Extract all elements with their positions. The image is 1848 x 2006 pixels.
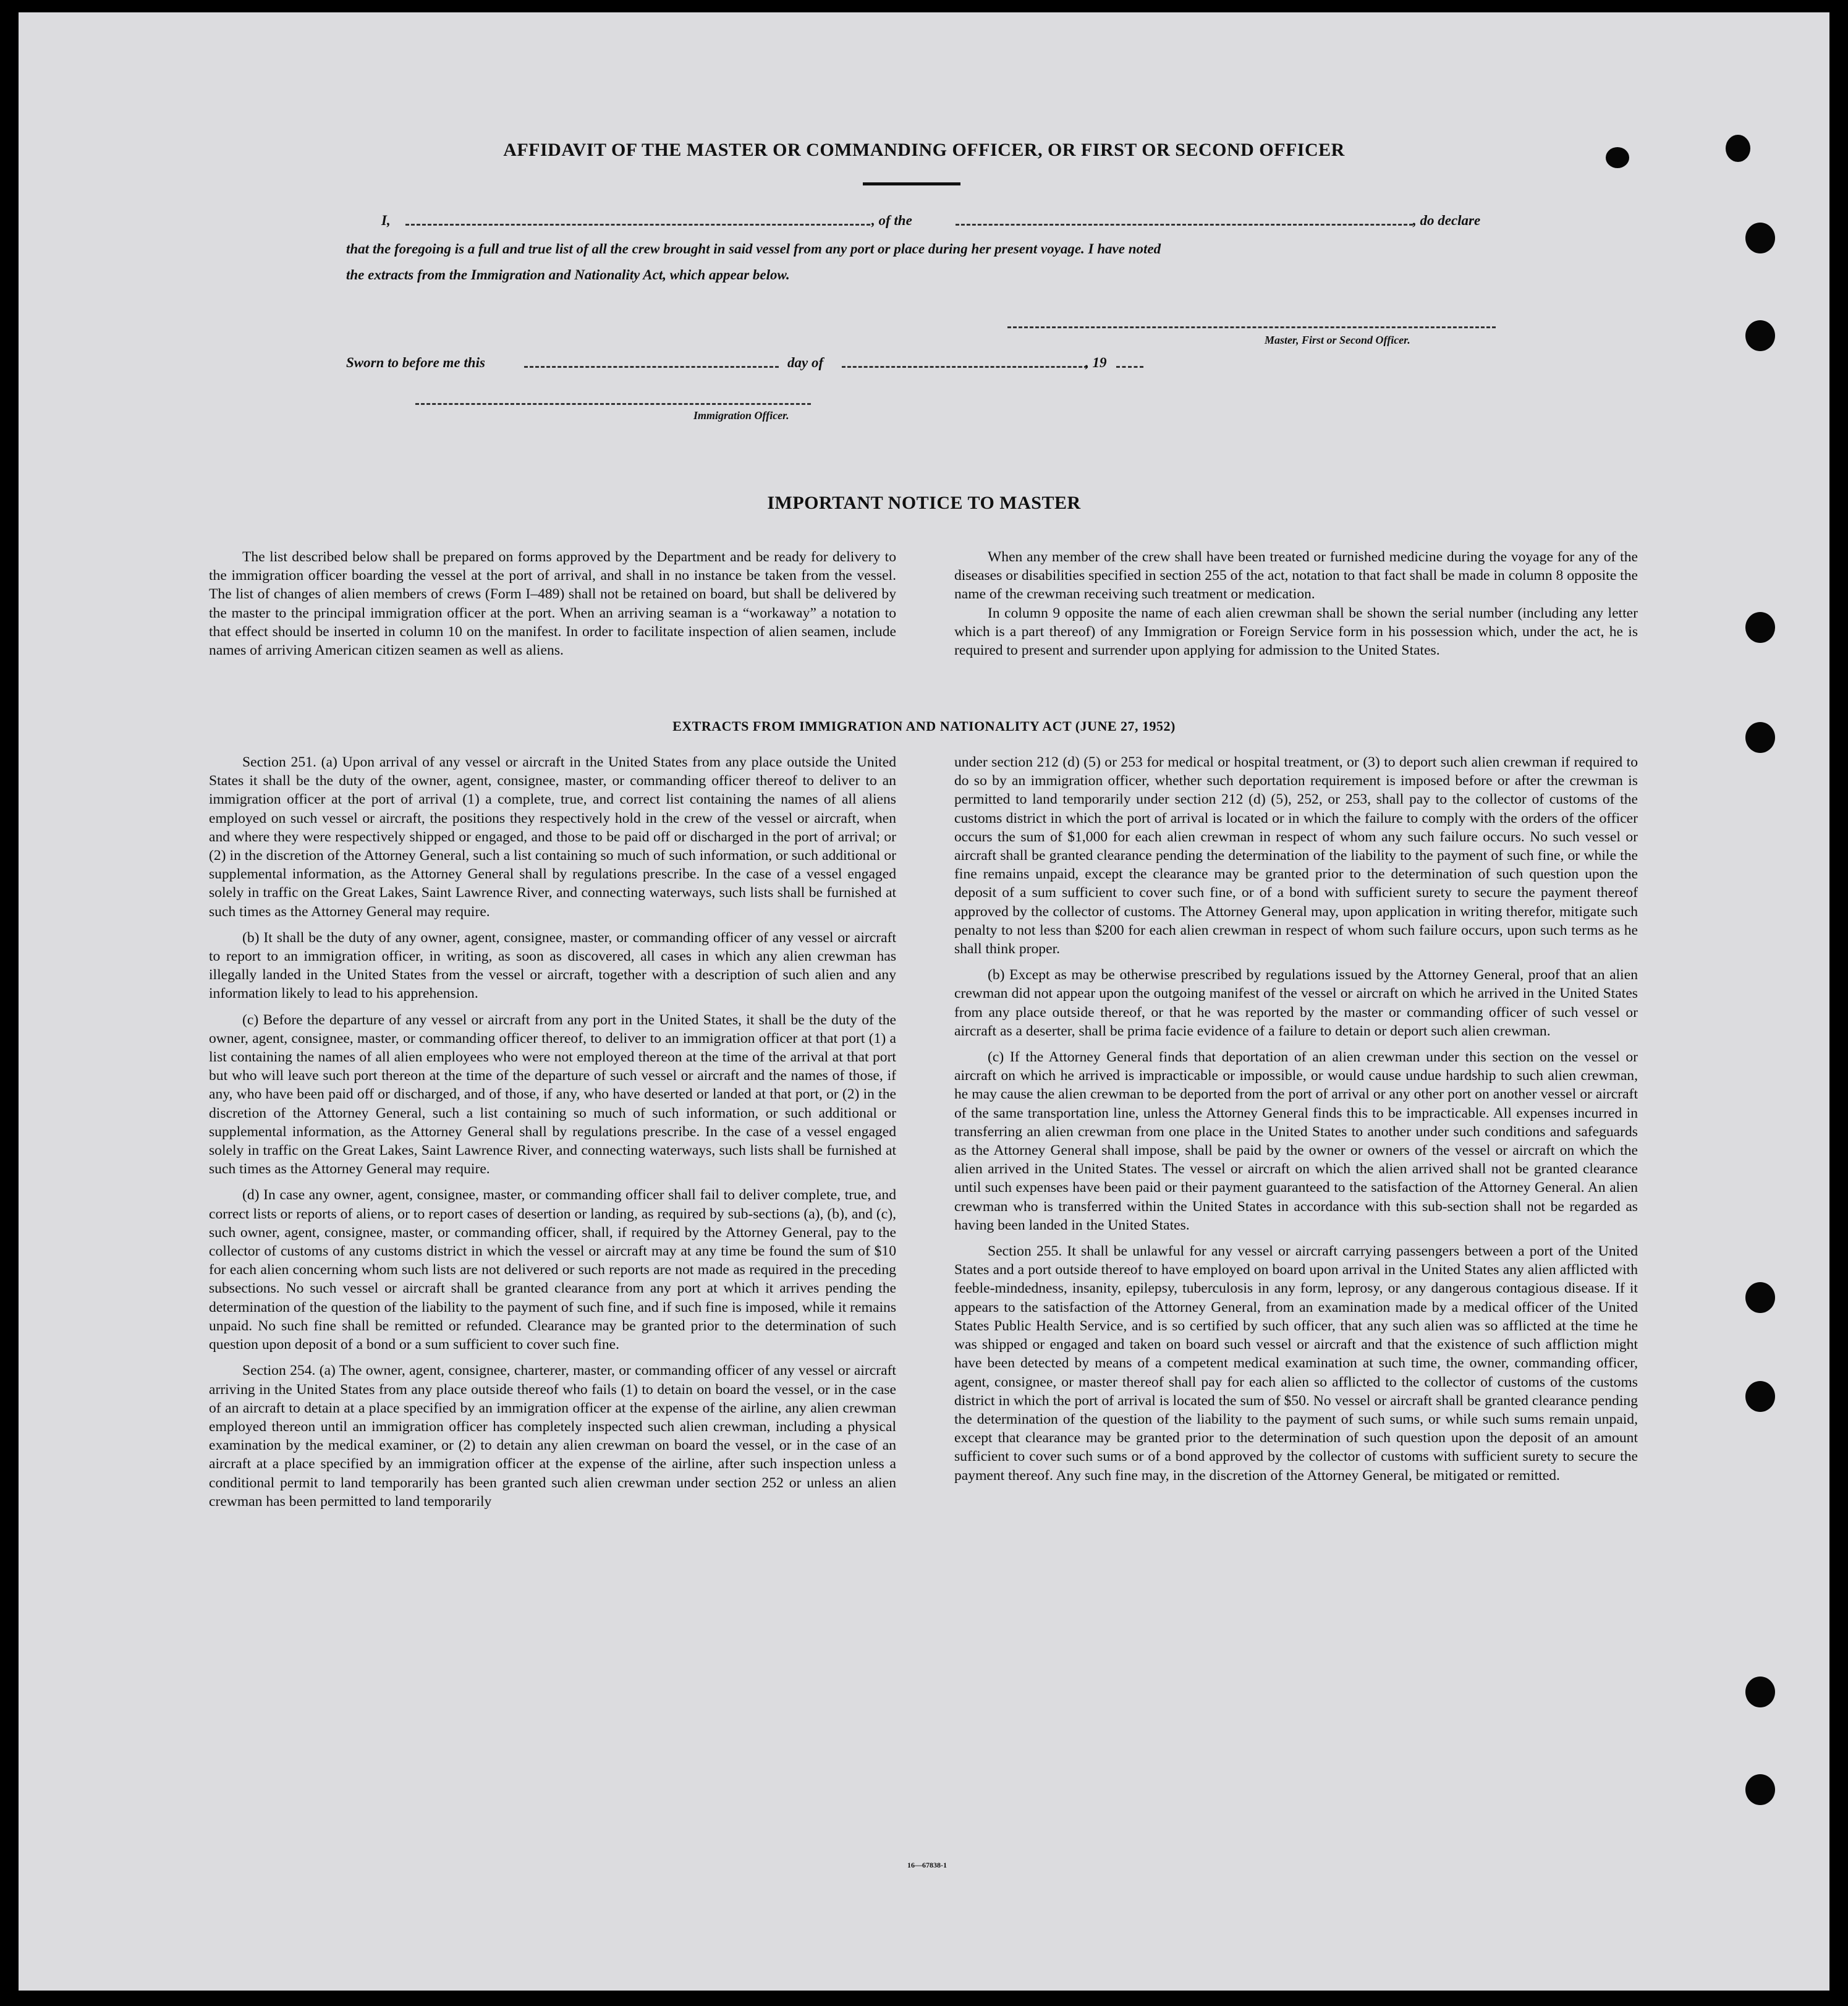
section-251-b: (b) It shall be the duty of any owner, agent, consignee, master, or commanding officer of any vessel or aircraft to report to an immigration officer, in writing, as soon as discovered, all cases in which any alien crewman has illegally landed in the United States from the vessel or aircraft, together with a description of such alien and any information likely to lead to his apprehension.	[209, 929, 896, 1002]
binder-hole	[1745, 722, 1775, 753]
master-signature-label: Master, First or Second Officer.	[1265, 334, 1410, 346]
affidavit-title: AFFIDAVIT OF THE MASTER OR COMMANDING OFFICER, OR FIRST OR SECOND OFFICER	[503, 140, 1345, 160]
do-declare-label: , do declare	[1413, 213, 1481, 228]
sworn-label: Sworn to before me this	[346, 355, 485, 370]
section-254-c: (c) If the Attorney General finds that deportation of an alien crewman under this section on the vessel or aircraft on which he arrived is impracticable or impossible, or would cause undue hardship to such alien crewman, he may cause the alien crewman to be deported from the port of arrival or any other port on another vessel or aircraft of the same transportation line, unless the Attorney General finds this to be impracticable. All expenses incurred in transferring an alien crewman from one place in the United States to another under such conditions and safeguards as the Attorney General shall impose, shall be paid by the owner or owners of the vessel or aircraft on which the alien arrived in the United States. The vessel or aircraft on which the alien arrived shall not be granted clearance until such expenses have been paid or their payment guaranteed to the satisfaction of the Attorney General. An alien crewman who is transferred within the United States in accordance with this sub-section shall not be regarded as having been landed in the United States.	[954, 1049, 1638, 1233]
day-of-label: day of	[787, 355, 824, 370]
title-divider	[863, 182, 960, 185]
extracts-left-column	[209, 753, 896, 1518]
binder-hole	[1745, 1774, 1775, 1805]
master-signature-field[interactable]	[1007, 326, 1496, 328]
sworn-day-field[interactable]	[524, 366, 779, 368]
declaration-line-2: the extracts from the Immigration and Nationality Act, which appear below.	[346, 267, 790, 283]
binder-hole	[1745, 1677, 1775, 1707]
section-251-c: (c) Before the departure of any vessel or aircraft from any port in the United States, it shall be the duty of the owner, agent, consignee, master, or commanding officer thereof, to deliver to an immigration officer at that port (1) a list containing the names of all alien employees who were not employed thereon at the time of the arrival at that port but who will leave such port thereon at the time of the departure of such vessel or aircraft and the names of those, if any, who have been paid off or discharged, and of those, if any, who have deserted or landed at that port, or (2) in the discretion of the Attorney General, such a list containing so much of such information, or such additional or supplemental information, as the Attorney General shall by regulations prescribe. In the case of a vessel engaged solely in traffic on the Great Lakes, Saint Lawrence River, and connecting waterways, such lists shall be furnished at such times as the Attorney General may require.	[209, 1011, 896, 1178]
officer-signature-field[interactable]	[415, 403, 811, 405]
year-prefix-label: , 19	[1085, 355, 1107, 370]
section-251-a: Section 251. (a) Upon arrival of any vessel or aircraft in the United States from any place outside the United States it shall be the duty of the owner, agent, consignee, master, or commanding officer thereof to deliver to an immigration officer at the port of arrival (1) a complete, true, and correct list containing the names of all aliens employed on such vessel or aircraft, the positions they respectively hold in the crew of the vessel or aircraft, when and where they were respectively shipped or engaged, and those to be paid off or discharged in the port of arrival; or (2) in the discretion of the Attorney General, such a list containing so much of such information, or such additional or supplemental information, as the Attorney General shall by regulations prescribe. In the case of a vessel engaged solely in traffic on the Great Lakes, Saint Lawrence River, and connecting waterways, such lists shall be furnished at such times as the Attorney General may require.	[209, 754, 896, 920]
form-code: 16—67838-1	[907, 1861, 947, 1869]
extracts-title: EXTRACTS FROM IMMIGRATION AND NATIONALITY ACT (JUNE 27, 1952)	[672, 718, 1176, 734]
binder-hole	[1745, 1282, 1775, 1313]
name-field[interactable]	[405, 224, 870, 226]
notice-left-column	[209, 548, 896, 667]
officer-signature-label: Immigration Officer.	[693, 409, 789, 422]
notice-right-paragraph-2: In column 9 opposite the name of each alien crewman shall be shown the serial number (including any letter which is a part thereof) of any Immigration or Foreign Service form in his possession which, under the act, he is required to present and surrender upon applying for admission to the United States.	[954, 605, 1638, 659]
vessel-field[interactable]	[956, 224, 1413, 226]
section-254-b: (b) Except as may be otherwise prescribed by regulations issued by the Attorney General, proof that an alien crewman did not appear upon the outgoing manifest of the vessel or aircraft on which he arrived in the United States from any place outside thereof, or that he was reported by the master or commanding officer of such vessel or aircraft as a deserter, shall be prima facie evidence of a failure to detain or deport such alien crewman.	[954, 967, 1638, 1039]
binder-hole	[1745, 320, 1775, 351]
notice-right-paragraph-1: When any member of the crew shall have been treated or furnished medicine during the voyage for any of the diseases or disabilities specified in section 255 of the act, notation to that fact shall be made in column 8 opposite the name of the crewman receiving such treatment or medication.	[954, 549, 1638, 603]
extracts-right-column	[954, 753, 1638, 1492]
section-255: Section 255. It shall be unlawful for any vessel or aircraft carrying passengers between a port of the United States and a port outside thereof to have employed on board upon arrival in the United States any alien afflicted with feeble-mindedness, insanity, epilepsy, tuberculosis in any form, leprosy, or any dangerous contagious disease. If it appears to the satisfaction of the Attorney General, from an examination made by a medical officer of the United States Public Health Service, and is so certified by such officer, that any such alien was so afflicted at the time he was shipped or engaged and taken on board such vessel or aircraft and that the existence of such affliction might have been detected by means of a competent medical examination at such time, the owner, commanding officer, agent, consignee, or master thereof shall pay for each alien so afflicted to the collector of customs of the customs district in which the port of arrival is located the sum of $50. No vessel or aircraft shall be granted clearance pending the determination of the question of the liability to the payment of such sums, or while such sums remain unpaid, except that clearance may be granted prior to the determination of such question upon the deposit of an amount sufficient to cover such sums or of a bond approved by the collector of customs with sufficient surety to secure the payment thereof. Any such fine may, in the discretion of the Attorney General, be mitigated or remitted.	[954, 1243, 1638, 1484]
i-label: I,	[381, 213, 391, 228]
section-251-d: (d) In case any owner, agent, consignee, master, or commanding officer shall fail to deliver complete, true, and correct lists or reports of aliens, or to report cases of desertion or landing, as required by sub-sections (a), (b), and (c), such owner, agent, consignee, master, or commanding officer, shall, if required by the Attorney General, pay to the collector of customs of any customs district in which the vessel or aircraft may at any time be found the sum of $10 for each alien concerning whom such lists are not delivered or such reports are not made as required in the preceding subsections. No such vessel or aircraft shall be granted clearance from any port at which it arrives pending the determination of the question of the liability to the payment of such fine, and if such fine is imposed, while it remains unpaid. No such fine shall be remitted or refunded. Clearance may be granted prior to the determination of such question upon deposit of a bond or a sum sufficient to cover such fine.	[209, 1187, 896, 1353]
declaration-line-1: that the foregoing is a full and true list of all the crew brought in said vessel from any port or place during her present voyage. I have noted	[346, 241, 1161, 257]
binder-hole	[1745, 223, 1775, 253]
ink-blot	[1606, 147, 1629, 168]
section-254-a-continued: under section 212 (d) (5) or 253 for medical or hospital treatment, or (3) to deport such alien crewman if required to do so by an immigration officer, whether such deportation requirement is imposed before or after the crewman is permitted to land temporarily under section 212 (d) (5), 252, or 253, shall pay to the collector of customs of the customs district in which the port of arrival is located or in which the failure to comply with the orders of the officer occurs the sum of $1,000 for each alien crewman in respect of whom any such failure occurs. No such vessel or aircraft shall be granted clearance pending the determination of the liability to the payment of such fine, or while the fine remains unpaid, except the clearance may be granted prior to the determination of such question upon the deposit of a sum sufficient to cover such fine, or of a bond with sufficient surety to secure the payment thereof approved by the collector of customs. The Attorney General may, upon application in writing therefor, mitigate such penalty to not less than $200 for each alien crewman in respect of whom such failure occurs, upon such terms as he shall think proper.	[954, 754, 1638, 958]
of-the-label: , of the	[871, 213, 912, 228]
binder-hole	[1745, 612, 1775, 643]
section-254-a: Section 254. (a) The owner, agent, consignee, charterer, master, or commanding officer of any vessel or aircraft arriving in the United States from any place outside thereof who fails (1) to detain on board the vessel, or in the case of an aircraft to detain at a place specified by an immigration officer at the expense of the airline, any alien crewman employed thereon until an immigration officer has completely inspected such alien crewman, including a physical examination by the medical examiner, or (2) to detain any alien crewman on board the vessel, or in the case of an aircraft at a place specified by an immigration officer at the expense of the airline, after such inspection unless a conditional permit to land temporarily has been granted such alien crewman under section 252 or unless an alien crewman has been permitted to land temporarily	[209, 1362, 896, 1510]
notice-left-paragraph: The list described below shall be prepared on forms approved by the Department and be ready for delivery to the immigration officer boarding the vessel at the port of arrival, and shall in no instance be taken from the vessel. The list of changes of alien members of crews (Form I–489) shall not be retained on board, but shall be delivered by the master to the principal immigration officer at the port. When an arriving seaman is a “workaway” a notation to that effect should be inserted in column 10 on the manifest. In order to facilitate inspection of alien seamen, include names of arriving American citizen seamen as well as aliens.	[209, 549, 896, 659]
sworn-month-field[interactable]	[842, 366, 1088, 368]
notice-title: IMPORTANT NOTICE TO MASTER	[767, 493, 1081, 513]
binder-hole	[1745, 1381, 1775, 1412]
notice-right-column	[954, 548, 1638, 667]
binder-hole	[1726, 135, 1750, 162]
year-field[interactable]	[1116, 366, 1143, 368]
